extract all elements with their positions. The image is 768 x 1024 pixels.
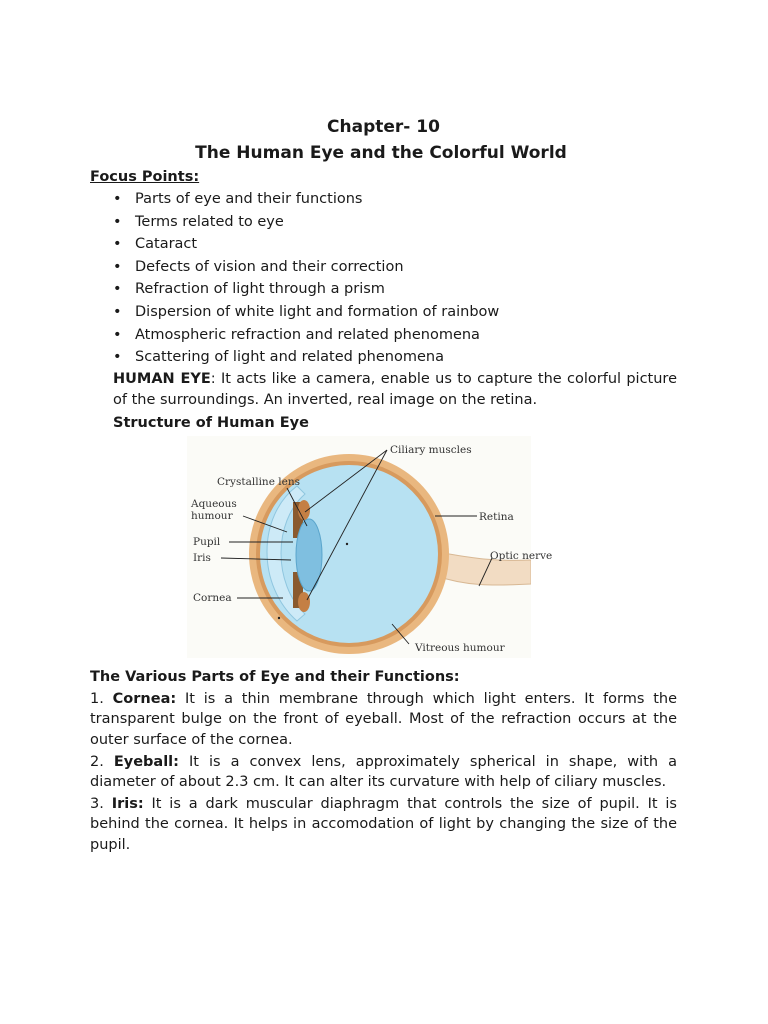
list-item — [113, 324, 677, 347]
part-term: Eyeball: — [113, 753, 179, 770]
label-retina: Retina — [479, 510, 514, 523]
list-item — [113, 301, 677, 324]
list-item — [113, 346, 677, 369]
bullet-glyph: • — [113, 191, 122, 207]
eye-diagram-svg — [187, 436, 531, 658]
part-text: It is a thin membrane through which light enters. It forms the transparent bulge on the front of eyeball. Most of the refraction occurs at the outer surface of the cornea. — [90, 690, 677, 748]
vitreous-humour-shape — [260, 465, 438, 643]
label-aqueous-humour: Aqueous humour — [191, 497, 237, 522]
chapter-number: Chapter- 10 — [327, 117, 440, 137]
list-item-text: Cataract — [135, 236, 198, 253]
lens-shape — [296, 519, 322, 591]
list-item — [113, 233, 677, 256]
part-term: Cornea: — [112, 690, 177, 707]
part-term: Iris: — [111, 795, 144, 812]
label-optic-nerve: Optic nerve — [490, 549, 553, 562]
bullet-glyph: • — [113, 236, 122, 253]
document-page — [90, 114, 677, 856]
list-item — [113, 211, 677, 234]
chapter-title: The Human Eye and the Colorful World — [195, 143, 567, 163]
structure-heading: Structure of Human Eye — [113, 414, 309, 431]
bullet-glyph: • — [113, 281, 122, 298]
focal-point-dot — [346, 543, 348, 545]
part-text: It is a convex lens, approximately spherical in shape, with a diameter of about 2.3 cm. It can alter its curvature with help of ciliary muscles. — [90, 753, 677, 791]
part-number: 1. — [90, 690, 113, 707]
part-item-eyeball — [90, 752, 677, 793]
bullet-glyph: • — [113, 258, 122, 275]
label-cornea: Cornea — [193, 591, 232, 604]
list-item — [113, 188, 677, 211]
list-item — [113, 278, 677, 301]
human-eye-text: : It acts like a camera, enable us to capture the colorful picture of the surroundings. An inverted, real image on the retina. — [113, 370, 677, 408]
part-text: It is a dark muscular diaphragm that controls the size of pupil. It is behind the cornea. It helps in accomodation of light by changing the size of the pupil. — [90, 795, 677, 853]
list-item-text: Parts of eye and their functions — [135, 191, 363, 207]
part-item-iris — [90, 794, 677, 856]
part-number: 3. — [90, 795, 112, 812]
bullet-glyph: • — [113, 326, 122, 343]
list-item-text: Dispersion of white light and formation of rainbow — [135, 303, 500, 320]
list-item-text: Defects of vision and their correction — [135, 258, 404, 275]
ciliary-muscle-lower — [298, 592, 310, 612]
list-item — [113, 256, 677, 279]
part-item-cornea — [90, 689, 677, 751]
label-iris: Iris — [193, 551, 211, 564]
human-eye-paragraph — [113, 369, 677, 411]
focal-point-dot — [278, 617, 280, 619]
list-item-text: Scattering of light and related phenomena — [135, 349, 444, 366]
bullet-glyph: • — [113, 213, 122, 230]
human-eye-term: HUMAN EYE — [113, 370, 211, 387]
bullet-glyph: • — [113, 349, 122, 366]
parts-heading: The Various Parts of Eye and their Functions: — [90, 668, 460, 685]
label-crystalline-lens: Crystalline lens — [217, 475, 300, 488]
list-item-text: Refraction of light through a prism — [135, 281, 385, 298]
label-pupil: Pupil — [193, 535, 221, 548]
focus-points-list — [90, 188, 677, 369]
bullet-glyph: • — [113, 303, 122, 320]
list-item-text: Atmospheric refraction and related phenomena — [135, 326, 480, 343]
label-vitreous-humour: Vitreous humour — [415, 641, 505, 654]
label-ciliary-muscles: Ciliary muscles — [390, 443, 472, 456]
eye-diagram — [187, 436, 553, 658]
list-item-text: Terms related to eye — [135, 213, 284, 230]
part-number: 2. — [90, 753, 114, 770]
focus-points-heading: Focus Points: — [90, 169, 200, 185]
